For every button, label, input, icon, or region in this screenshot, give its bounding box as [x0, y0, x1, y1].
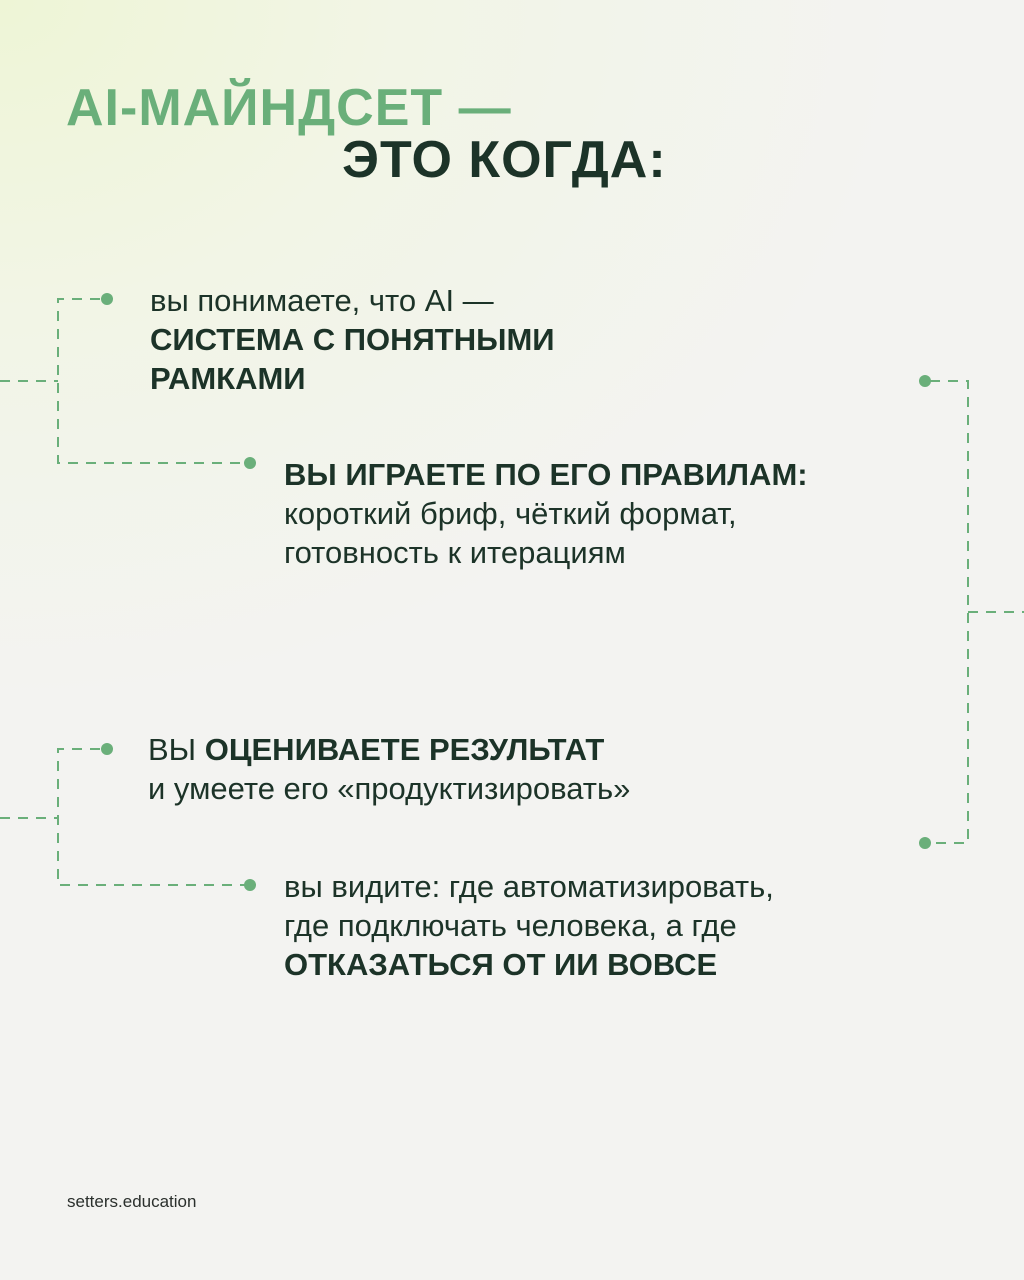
- item-text: ВЫ: [148, 732, 197, 767]
- item-text-bold: ВЫ ИГРАЕТЕ ПО ЕГО ПРАВИЛАМ:: [284, 457, 808, 492]
- list-item: [284, 455, 808, 572]
- bullet-dot-right-top: [919, 375, 931, 387]
- list-item: [150, 281, 555, 398]
- footer-site: setters.education: [67, 1192, 197, 1211]
- connector-bracket-right: [930, 381, 968, 843]
- bullet-dot-right-bottom: [919, 837, 931, 849]
- item-text-bold: СИСТЕМА С ПОНЯТНЫМИ: [150, 322, 555, 357]
- bullet-dot-2: [244, 457, 256, 469]
- item-text: вы видите: где автоматизировать,: [284, 869, 774, 904]
- bullet-dot-1: [101, 293, 113, 305]
- item-text: вы понимаете, что AI —: [150, 283, 494, 318]
- list-item: [148, 730, 630, 808]
- item-line: [148, 730, 630, 769]
- item-text-bold: ОЦЕНИВАЕТЕ РЕЗУЛЬТАТ: [204, 732, 605, 767]
- item-text-bold: ОТКАЗАТЬСЯ ОТ ИИ ВОВСЕ: [284, 947, 718, 982]
- item-text: где подключать человека, а где: [284, 908, 737, 943]
- bullet-dot-4: [244, 879, 256, 891]
- item-text: и умеете его «продуктизировать»: [148, 771, 631, 806]
- title-line-main: ЭТО КОГДА:: [342, 131, 667, 189]
- item-text: короткий бриф, чёткий формат,: [284, 496, 737, 531]
- item-text-bold: РАМКАМИ: [150, 361, 306, 396]
- bullet-dot-3: [101, 743, 113, 755]
- list-item: [284, 867, 774, 984]
- title-line-accent: AI-МАЙНДСЕТ —: [66, 79, 512, 137]
- item-text: готовность к итерациям: [284, 535, 626, 570]
